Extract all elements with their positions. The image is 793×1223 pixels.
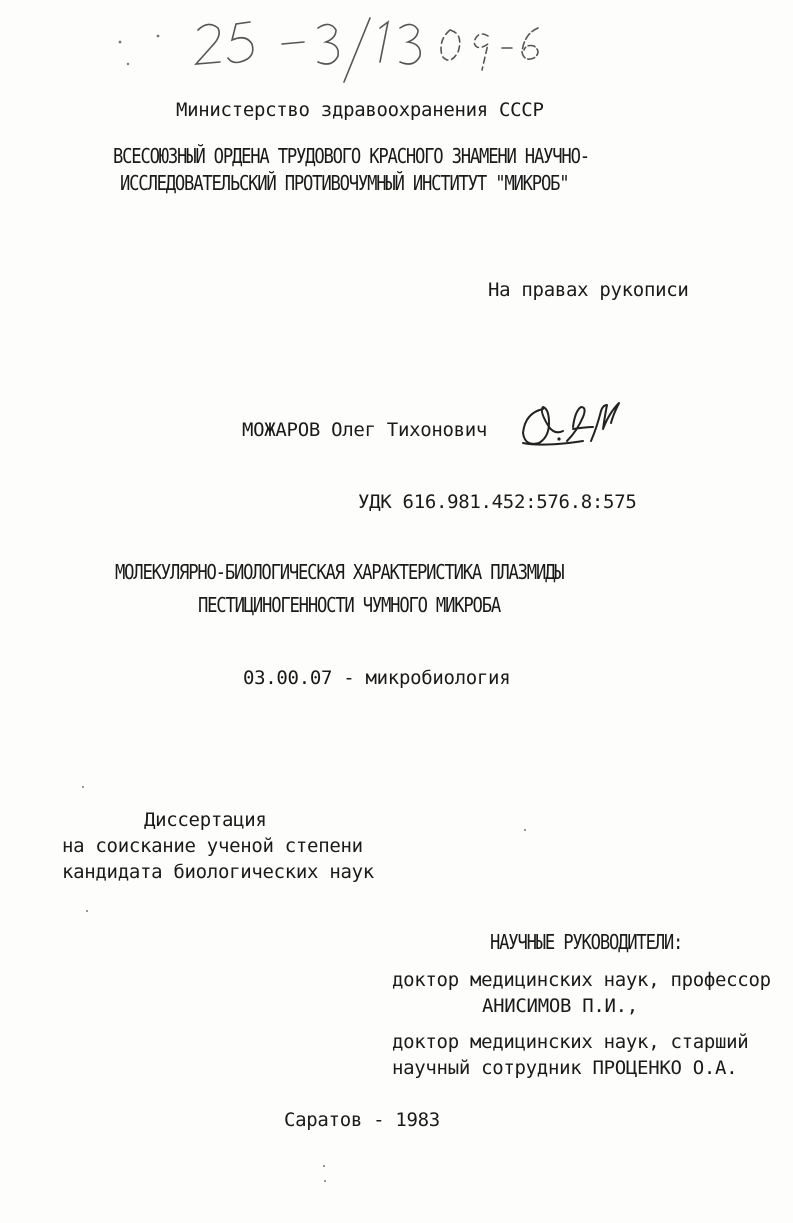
specialty-code: 03.00.07 - микробиология — [243, 667, 511, 689]
dissertation-label: Диссертация — [144, 809, 267, 831]
handwritten-archive-number-icon — [100, 14, 560, 84]
institute-name-line-1: ВСЕСОЮЗНЫЙ ОРДЕНА ТРУДОВОГО КРАСНОГО ЗНАМЕНИ НАУЧНО- — [113, 144, 589, 168]
author-name: МОЖАРОВ Олег Тихонович — [242, 419, 488, 441]
city-year: Саратов - 1983 — [284, 1109, 440, 1131]
supervisor-2-title: доктор медицинских наук, старший — [392, 1031, 749, 1053]
thesis-title-line-2: ПЕСТИЦИНОГЕННОСТИ ЧУМНОГО МИКРОБА — [198, 593, 500, 617]
udc-code: УДК 616.981.452:576.8:575 — [358, 491, 637, 513]
degree-line-2: кандидата биологических наук — [62, 861, 374, 883]
scan-speck — [323, 1165, 325, 1167]
manuscript-rights-note: На правах рукописи — [488, 279, 689, 301]
scan-speck — [86, 910, 88, 912]
supervisor-1-title: доктор медицинских наук, профессор — [392, 969, 771, 991]
institute-name-line-2: ИССЛЕДОВАТЕЛЬСКИЙ ПРОТИВОЧУМНЫЙ ИНСТИТУТ "МИКРОБ" — [120, 171, 569, 195]
supervisor-2-name: научный сотрудник ПРОЦЕНКО О.А. — [392, 1057, 738, 1079]
handwritten-signature-icon — [515, 395, 635, 455]
scan-speck — [82, 786, 84, 788]
supervisors-heading: НАУЧНЫЕ РУКОВОДИТЕЛИ: — [490, 930, 683, 954]
ministry-name: Министерство здравоохранения СССР — [176, 99, 544, 121]
supervisor-1-name: АНИСИМОВ П.И., — [482, 995, 638, 1017]
scan-speck — [524, 829, 526, 831]
thesis-title-line-1: МОЛЕКУЛЯРНО-БИОЛОГИЧЕСКАЯ ХАРАКТЕРИСТИКА ПЛАЗМИДЫ — [115, 560, 564, 584]
scan-speck — [324, 1180, 326, 1182]
degree-line-1: на соискание ученой степени — [62, 835, 363, 857]
